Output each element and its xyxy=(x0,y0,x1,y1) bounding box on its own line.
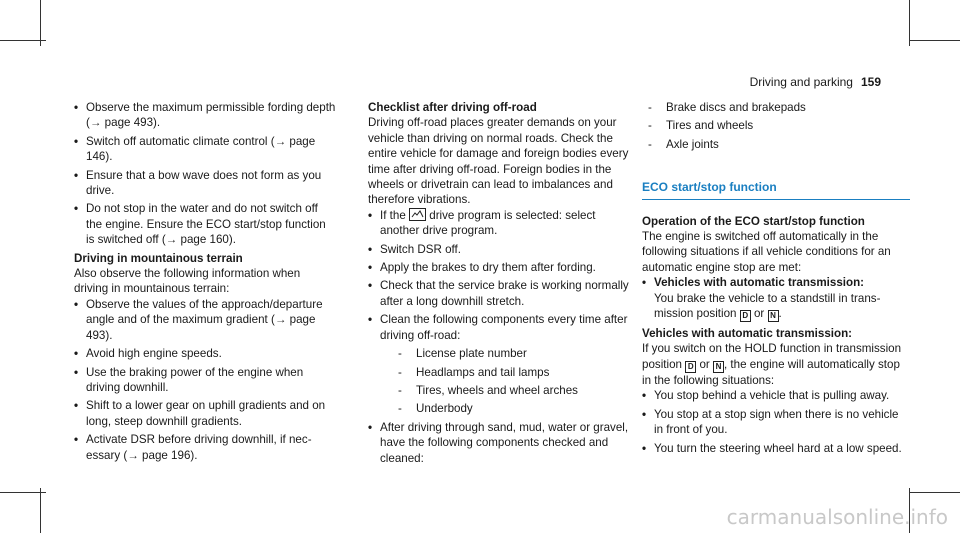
list-item: • You stop behind a vehicle that is pulling away. xyxy=(642,388,910,403)
crop-mark xyxy=(910,492,960,493)
mountain-heading: Driving in mountainous terrain xyxy=(74,251,243,265)
watermark: carmanualsonline.info xyxy=(726,504,948,529)
list-item: • Observe the maximum permissible fording depth (→ page 493). xyxy=(74,100,336,131)
list-item: • After driving through sand, mud, water or gravel, have the following components checked and cleaned: xyxy=(368,420,630,466)
list-item: • Check that the service brake is working normally after a long downhill stretch. xyxy=(368,278,630,309)
page-number: 159 xyxy=(860,75,881,89)
list-item: • Do not stop in the water and do not switch off the engine. Ensure the ECO start/stop function is switched off (→ page 160). xyxy=(74,201,336,247)
gear-d-icon: D xyxy=(740,310,751,322)
list-item: • If the drive program is selected: select another drive program. xyxy=(368,208,630,239)
list-item: • Vehicles with automatic transmission: You brake the vehicle to a standstill in transmission position D or N . xyxy=(642,275,910,322)
sub-list-item: - Brake discs and brakepads xyxy=(642,100,910,115)
list-item: • Clean the following components every time after driving off-road: - License plate number - Headlamps and tail lamps - Tires, wheels and wheel arches - Underbody xyxy=(368,312,630,416)
gear-d-icon: D xyxy=(685,361,696,373)
gear-n-icon: N xyxy=(713,361,724,373)
checklist-intro: Driving off-road places greater demands on your vehicle than driving on normal roads. Check the entire vehicle for damage and foreign bodies every time after driving off-road. Foreign bodies in the wheels or drivetrain can lead to imbalances and therefore vibrations. xyxy=(368,116,629,207)
hold-intro: If you switch on the HOLD function in transmission position D or N , the engine will automatically stop in the following situations: xyxy=(642,342,902,387)
offroad-program-icon xyxy=(409,208,426,221)
list-item: • Switch DSR off. xyxy=(368,242,630,257)
list-item: • Activate DSR before driving downhill, if necessary (→ page 196). xyxy=(74,432,336,463)
crop-mark xyxy=(0,40,46,41)
crop-mark xyxy=(40,488,41,533)
list-item: • Apply the brakes to dry them after fording. xyxy=(368,260,630,275)
sub-list-item: - Headlamps and tail lamps xyxy=(392,365,630,380)
sub-list-item: - License plate number xyxy=(392,346,630,361)
column-middle xyxy=(368,100,630,466)
list-item: • Use the braking power of the engine when driving downhill. xyxy=(74,365,336,396)
operation-heading: Operation of the ECO start/stop function xyxy=(642,214,865,228)
column-left xyxy=(74,100,336,463)
page-header xyxy=(750,75,881,90)
list-item: • Avoid high engine speeds. xyxy=(74,346,336,361)
column-right xyxy=(642,100,910,456)
list-item: • Shift to a lower gear on uphill gradients and on long, steep downhill gradients. xyxy=(74,398,336,429)
list-item: • Ensure that a bow wave does not form as you drive. xyxy=(74,168,336,199)
section-name: Driving and parking xyxy=(749,75,853,89)
sub-list-item: - Tires and wheels xyxy=(642,118,910,133)
list-item: • Observe the values of the approach/departure angle and of the maximum gradient (→ page 493). xyxy=(74,297,336,343)
section-title: ECO start/stop function xyxy=(642,180,910,199)
sub-list-item: - Axle joints xyxy=(642,137,910,152)
gear-n-icon: N xyxy=(768,310,779,322)
sub-list-item: - Underbody xyxy=(392,401,630,416)
sub-list-item: - Tires, wheels and wheel arches xyxy=(392,383,630,398)
list-item: • You turn the steering wheel hard at a low speed. xyxy=(642,441,910,456)
list-item: • You stop at a stop sign when there is no vehicle in front of you. xyxy=(642,407,910,438)
crop-mark xyxy=(910,40,960,41)
crop-mark xyxy=(0,492,46,493)
mountain-intro: Also observe the following information when driving in mountainous terrain: xyxy=(74,267,301,296)
list-item: • Switch off automatic climate control (→ page 146). xyxy=(74,134,336,165)
checklist-heading: Checklist after driving off-road xyxy=(368,101,537,114)
operation-intro: The engine is switched off automatically in the following situations if all vehicle conditions for an automatic engine stop are met: xyxy=(642,230,891,274)
auto-transmission-heading: Vehicles with automatic transmission: xyxy=(642,327,853,341)
